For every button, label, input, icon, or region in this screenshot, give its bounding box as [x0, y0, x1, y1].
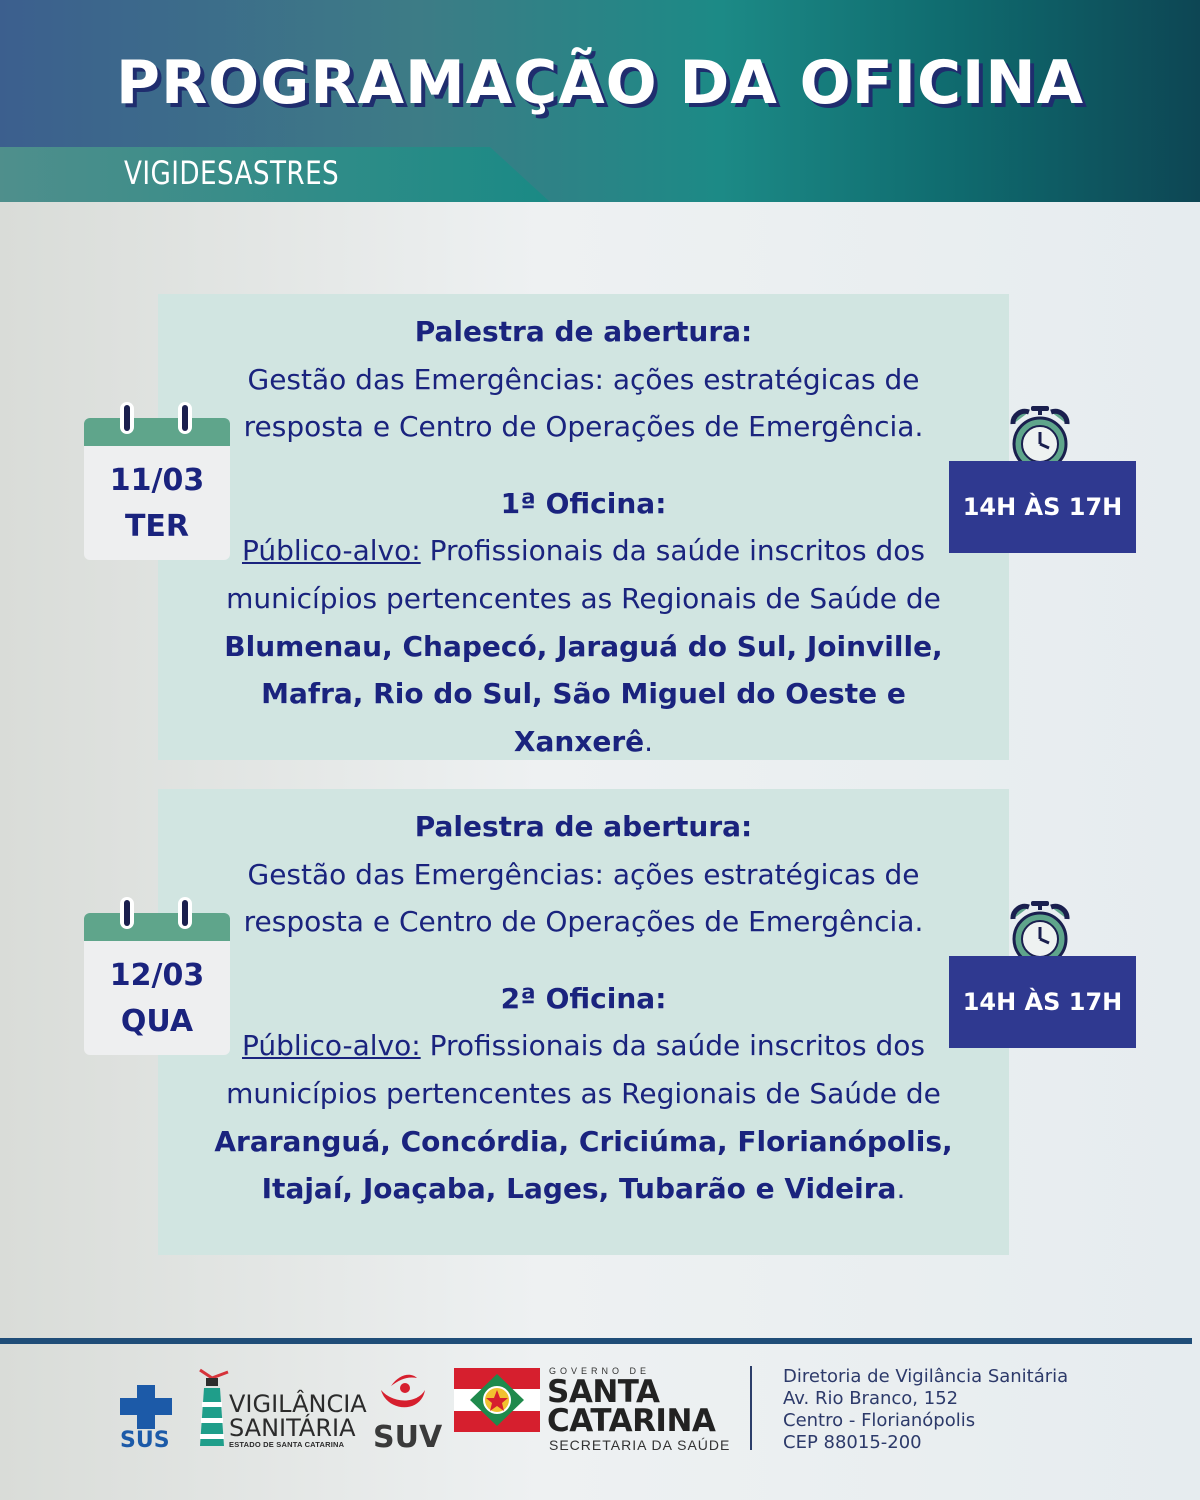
regions-last-line [158, 718, 1009, 766]
regions-line: Mafra, Rio do Sul, São Miguel do Oeste e [261, 677, 906, 711]
audience-text: Profissionais da saúde inscritos dos [420, 1029, 926, 1063]
audience-text: Profissionais da saúde inscritos dos [420, 534, 926, 568]
sus-cross-icon [120, 1385, 172, 1429]
santa-catarina-flag-icon [454, 1368, 540, 1432]
audience-line [158, 527, 1009, 575]
opening-line: resposta e Centro de Operações de Emergência. [243, 410, 924, 444]
page-subtitle: VIGIDESASTRES [124, 154, 340, 192]
suv-logo-text: SUV [373, 1420, 443, 1455]
opening-label: Palestra de abertura: [414, 810, 753, 843]
opening-line: resposta e Centro de Operações de Emergência. [243, 905, 924, 939]
end-punct: . [644, 724, 654, 758]
visa-logo-line3: ESTADO DE SANTA CATARINA [229, 1440, 345, 1449]
calendar-icon [84, 414, 230, 560]
session-card-1 [158, 294, 1009, 760]
session-date: 11/03 [109, 463, 205, 498]
opening-line: Gestão das Emergências: ações estratégicas de [247, 857, 920, 891]
opening-line: Gestão das Emergências: ações estratégicas de [247, 362, 920, 396]
audience-line: municípios pertencentes as Regionais de Saúde de [226, 1076, 941, 1110]
calendar-icon [84, 909, 230, 1055]
footer-vertical-divider [750, 1366, 752, 1450]
workshop-label: 1ª Oficina: [500, 486, 667, 520]
suv-swoosh-icon [377, 1368, 429, 1418]
session-weekday: QUA [120, 1004, 194, 1039]
footer-divider [0, 1338, 1192, 1344]
sus-logo-text: SUS [120, 1428, 170, 1453]
gov-logo-secretariat: SECRETARIA DA SAÚDE [549, 1437, 731, 1453]
address-line: Diretoria de Vigilância Sanitária [783, 1366, 1069, 1387]
lighthouse-icon [194, 1368, 230, 1448]
opening-label: Palestra de abertura: [414, 315, 753, 348]
session-weekday: TER [124, 509, 190, 544]
page-title: PROGRAMAÇÃO DA OFICINA [115, 48, 1085, 118]
time-badge: 14H ÀS 17H [949, 461, 1136, 553]
regions-line: Blumenau, Chapecó, Jaraguá do Sul, Joinville, [224, 629, 943, 663]
gov-logo-line1: SANTA [547, 1374, 660, 1410]
end-punct: . [896, 1172, 906, 1206]
session-card-2 [158, 789, 1009, 1255]
time-badge: 14H ÀS 17H [949, 956, 1136, 1048]
regions-line: Xanxerê [513, 724, 645, 758]
audience-line: municípios pertencentes as Regionais de Saúde de [226, 581, 941, 615]
audience-label: Público-alvo: [241, 1029, 421, 1063]
gov-logo-line2: CATARINA [547, 1403, 716, 1439]
session-date: 12/03 [109, 958, 205, 993]
visa-logo-line1: VIGILÂNCIA [229, 1390, 367, 1418]
regions-line: Itajaí, Joaçaba, Lages, Tubarão e Videira [261, 1172, 897, 1206]
audience-line [158, 1022, 1009, 1070]
regions-last-line [158, 1165, 1009, 1213]
gov-logo-small: GOVERNO DE [549, 1366, 651, 1376]
address-line: CEP 88015-200 [783, 1432, 922, 1453]
address-line: Av. Rio Branco, 152 [783, 1388, 959, 1409]
audience-label: Público-alvo: [241, 534, 421, 568]
address-block [783, 1366, 1068, 1454]
visa-logo-line2: SANITÁRIA [229, 1414, 356, 1442]
workshop-label: 2ª Oficina: [500, 981, 667, 1015]
regions-line: Araranguá, Concórdia, Criciúma, Florianópolis, [214, 1124, 953, 1158]
address-line: Centro - Florianópolis [783, 1410, 976, 1431]
